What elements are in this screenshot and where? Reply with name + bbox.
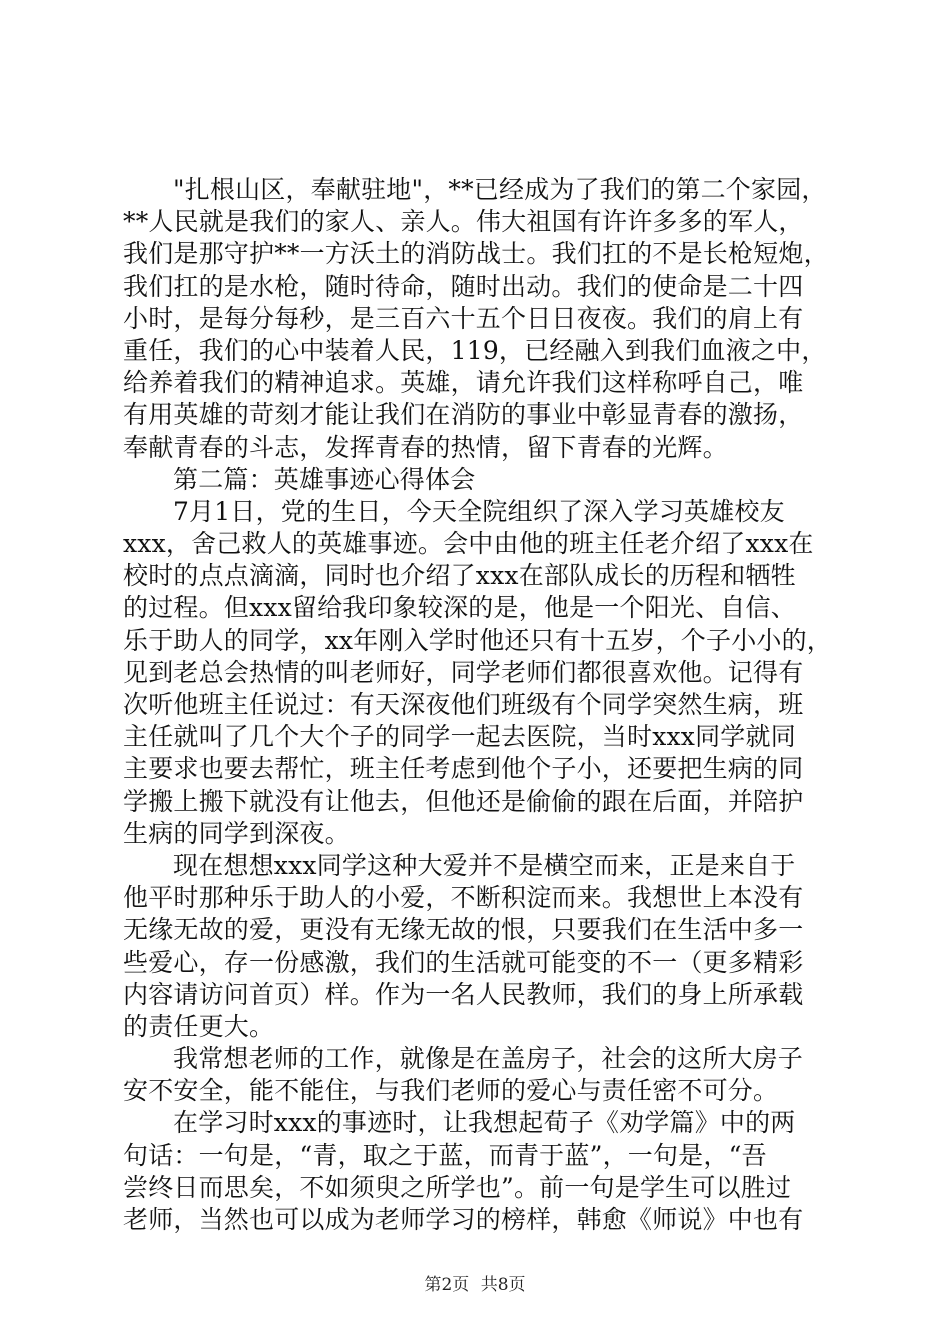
text-line: 乐于助人的同学，xx年刚入学时他还只有十五岁，个子小小的，	[123, 625, 833, 655]
text-line: 奉献青春的斗志，发挥青春的热情，留下青春的光辉。	[123, 432, 728, 462]
text-line: 无缘无故的爱，更没有无缘无故的恨，只要我们在生活中多一	[123, 915, 804, 945]
text-line: 内容请访问首页）样。作为一名人民教师，我们的身上所承载	[123, 979, 804, 1009]
text-line: 小时，是每分每秒，是三百六十五个日日夜夜。我们的肩上有	[123, 303, 804, 333]
text-line: 句话：一句是，“青，取之于蓝，而青于蓝”，一句是，“吾	[123, 1140, 767, 1170]
document-body	[123, 174, 843, 1236]
text-line: 现在想想xxx同学这种大爱并不是横空而来，正是来自于	[173, 850, 796, 880]
text-line: 的责任更大。	[123, 1011, 275, 1041]
text-line: 我们扛的是水枪，随时待命，随时出动。我们的使命是二十四	[123, 271, 804, 301]
text-line: 的过程。但xxx留给我印象较深的是，他是一个阳光、自信、	[123, 593, 796, 623]
text-line: 主任就叫了几个大个子的同学一起去医院，当时xxx同学就同	[123, 722, 796, 752]
text-line: 生病的同学到深夜。	[123, 818, 350, 848]
text-line: 重任，我们的心中装着人民，119，已经融入到我们血液之中，	[123, 335, 827, 365]
text-line: 有用英雄的苛刻才能让我们在消防的事业中彰显青春的激扬，	[123, 400, 804, 430]
text-line: 尝终日而思矣，不如须臾之所学也”。前一句是学生可以胜过	[123, 1172, 792, 1202]
text-line: 给养着我们的精神追求。英雄，请允许我们这样称呼自己，唯	[123, 368, 804, 398]
text-line: xxx，舍己救人的英雄事迹。会中由他的班主任老介绍了xxx在	[123, 529, 814, 559]
text-line: 我们是那守护**一方沃土的消防战士。我们扛的不是长枪短炮，	[123, 239, 829, 269]
page-number: 第2页	[424, 1275, 470, 1295]
text-line: 第二篇：英雄事迹心得体会	[173, 464, 476, 494]
text-line: 校时的点点滴滴，同时也介绍了xxx在部队成长的历程和牺牲	[123, 561, 796, 591]
page-footer	[0, 1274, 950, 1296]
text-line: **人民就是我们的家人、亲人。伟大祖国有许许多多的军人，	[123, 207, 804, 237]
text-line: 老师，当然也可以成为老师学习的榜样，韩愈《师说》中也有	[123, 1205, 804, 1234]
text-line: 次听他班主任说过：有天深夜他们班级有个同学突然生病，班	[123, 690, 804, 719]
text-line: 些爱心，存一份感激，我们的生活就可能变的不一（更多精彩	[123, 947, 804, 977]
text-line: 见到老总会热情的叫老师好，同学老师们都很喜欢他。记得有	[123, 657, 804, 687]
text-line: 他平时那种乐于助人的小爱，不断积淀而来。我想世上本没有	[123, 883, 804, 913]
text-line: 我常想老师的工作，就像是在盖房子，社会的这所大房子	[173, 1044, 804, 1074]
text-line: 7月1日，党的生日，今天全院组织了深入学习英雄校友	[173, 496, 785, 526]
text-line: 在学习时xxx的事迹时，让我想起荀子《劝学篇》中的两	[173, 1108, 796, 1138]
text-line: 主要求也要去帮忙，班主任考虑到他个子小，还要把生病的同	[123, 754, 804, 784]
text-line: 学搬上搬下就没有让他去，但他还是偷偷的跟在后面，并陪护	[123, 786, 804, 816]
text-line: 安不安全，能不能住，与我们老师的爱心与责任密不可分。	[123, 1076, 779, 1106]
text-line: "扎根山区，奉献驻地"，**已经成为了我们的第二个家园，	[173, 175, 827, 204]
page-total: 共8页	[480, 1275, 526, 1295]
